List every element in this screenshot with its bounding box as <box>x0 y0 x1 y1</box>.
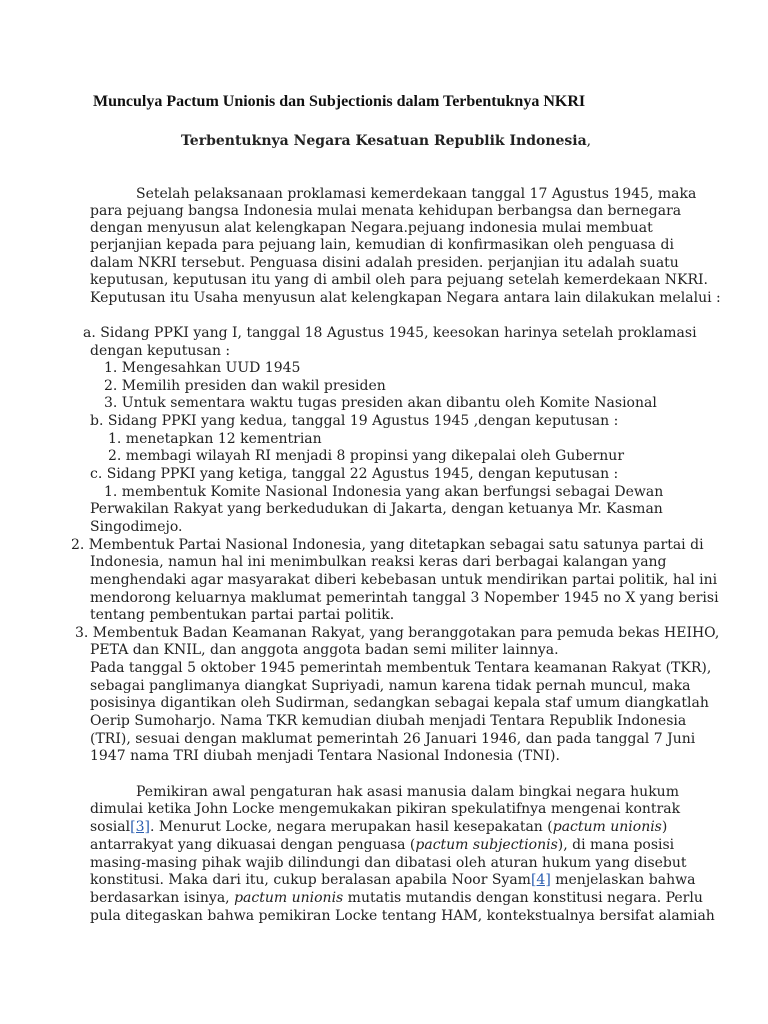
list-line-3-cont1: PETA dan KNIL, dan anggota anggota badan semi militer lainnya. <box>90 642 559 658</box>
intro-line-3: dengan menyusun alat kelengkapan Negara.pejuang indonesia mulai membuat <box>90 220 653 236</box>
list-line-2-cont2: menghendaki agar masyarakat diberi kebebasan untuk mendirikan partai politik, hal ini <box>90 572 718 588</box>
list-line-2: 2. Membentuk Partai Nasional Indonesia, yang ditetapkan sebagai satu satunya partai di <box>71 537 704 553</box>
list-line-3: 3. Membentuk Badan Keamanan Rakyat, yang beranggotakan para pemuda bekas HEIHO, <box>75 625 720 641</box>
list-line-3-cont3: sebagai panglimanya diangkat Supriyadi, namun karena tidak pernah muncul, maka <box>90 678 691 694</box>
final-line-3-text-c: ) <box>661 819 668 835</box>
list-line-c1-cont1: Perwakilan Rakyat yang berkedudukan di Jakarta, dengan ketuanya Mr. Kasman <box>90 501 663 517</box>
final-line-4-text-a: antarrakyat yang dikuasai dengan penguasa ( <box>90 837 416 853</box>
list-line-b: b. Sidang PPKI yang kedua, tanggal 19 Agustus 1945 ,dengan keputusan : <box>90 413 619 429</box>
list-line-2-cont1: Indonesia, namun hal ini menimbulkan reaksi keras dari berbagai kalangan yang <box>90 554 667 570</box>
list-line-3-cont5: Oerip Sumoharjo. Nama TKR kemudian diubah menjadi Tentara Republik Indonesia <box>90 713 687 729</box>
final-line-7-italic: pactum unionis <box>234 890 344 906</box>
list-line-3-cont4: posisinya digantikan oleh Sudirman, sedangkan sebagai kepala staf umum diangkatlah <box>90 695 709 711</box>
list-line-a: a. Sidang PPKI yang I, tanggal 18 Agustus 1945, keesokan harinya setelah proklamasi <box>83 325 697 341</box>
list-line-b1: 1. menetapkan 12 kementrian <box>108 431 322 447</box>
intro-line-2: para pejuang bangsa Indonesia mulai menata kehidupan berbangsa dan bernegara <box>90 203 682 219</box>
final-line-6 <box>90 872 695 890</box>
intro-line-4: perjanjian kepada para pejuang lain, kemudian di konfirmasikan oleh penguasa di <box>90 237 674 253</box>
final-line-3-text-a: sosial <box>90 819 131 835</box>
final-line-2: dimulai ketika John Locke mengemukakan pikiran spekulatifnya mengenai kontrak <box>90 801 681 817</box>
intro-line-6: keputusan, keputusan itu yang di ambil oleh para pejuang setelah kemerdekaan NKRI. <box>90 272 709 288</box>
document-subtitle <box>181 133 591 151</box>
list-line-a2: 2. Memilih presiden dan wakil presiden <box>104 378 386 394</box>
list-line-c1-cont2: Singodimejo. <box>90 519 183 535</box>
footnote-link-3[interactable]: [3] <box>130 819 150 835</box>
list-line-a3: 3. Untuk sementara waktu tugas presiden akan dibantu oleh Komite Nasional <box>104 395 657 411</box>
list-line-c1: 1. membentuk Komite Nasional Indonesia yang akan berfungsi sebagai Dewan <box>104 484 664 500</box>
final-line-4-italic: pactum subjectionis <box>415 837 558 853</box>
final-line-6-text-a: konstitusi. Maka dari itu, cukup beralasan apabila Noor Syam <box>90 872 531 888</box>
final-line-1: Pemikiran awal pengaturan hak asasi manusia dalam bingkai negara hukum <box>136 784 679 800</box>
list-line-3-cont6: (TRI), sesuai dengan maklumat pemerintah 26 Januari 1946, dan pada tanggal 7 Juni <box>90 731 696 747</box>
list-line-a-cont: dengan keputusan : <box>90 343 231 359</box>
intro-line-7: Keputusan itu Usaha menyusun alat kelengkapan Negara antara lain dilakukan melalui : <box>90 290 721 306</box>
final-line-5: masing-masing pihak wajib dilindungi dan dibatasi oleh aturan hukum yang disebut <box>90 855 687 871</box>
subtitle-text: Terbentuknya Negara Kesatuan Republik Indonesia <box>181 133 587 149</box>
intro-line-1: Setelah pelaksanaan proklamasi kemerdekaan tanggal 17 Agustus 1945, maka <box>136 186 697 202</box>
final-line-7-text-a: berdasarkan isinya, <box>90 890 235 906</box>
intro-line-5: dalam NKRI tersebut. Penguasa disini adalah presiden. perjanjian itu adalah suatu <box>90 255 679 271</box>
final-line-7 <box>90 890 703 908</box>
list-line-2-cont4: tentang pembentukan partai partai politik. <box>90 607 395 623</box>
final-line-7-text-b: mutatis mutandis dengan konstitusi negara. Perlu <box>343 890 703 906</box>
final-line-8: pula ditegaskan bahwa pemikiran Locke tentang HAM, kontekstualnya bersifat alamiah <box>90 908 715 924</box>
list-line-2-cont3: mendorong keluarnya maklumat pemerintah tanggal 3 Nopember 1945 no X yang berisi <box>90 590 719 606</box>
footnote-link-4[interactable]: [4] <box>530 872 551 888</box>
list-line-b2: 2. membagi wilayah RI menjadi 8 propinsi yang dikepalai oleh Gubernur <box>108 448 625 464</box>
list-line-a1: 1. Mengesahkan UUD 1945 <box>104 360 301 376</box>
list-line-c: c. Sidang PPKI yang ketiga, tanggal 22 Agustus 1945, dengan keputusan : <box>90 466 619 482</box>
subtitle-comma: , <box>586 133 592 149</box>
final-line-4 <box>90 837 674 855</box>
list-line-3-cont7: 1947 nama TRI diubah menjadi Tentara Nasional Indonesia (TNI). <box>90 748 560 764</box>
final-line-6-text-b: menjelaskan bahwa <box>550 872 696 888</box>
final-line-3 <box>90 819 667 837</box>
document-title: Munculya Pactum Unionis dan Subjectionis dalam Terbentuknya NKRI <box>93 93 586 110</box>
final-line-3-italic: pactum unionis <box>552 819 662 835</box>
list-line-3-cont2: Pada tanggal 5 oktober 1945 pemerintah membentuk Tentara keamanan Rakyat (TKR), <box>90 660 712 676</box>
final-line-4-text-b: ), di mana posisi <box>557 837 675 853</box>
final-line-3-text-b: . Menurut Locke, negara merupakan hasil kesepakatan ( <box>149 819 553 835</box>
